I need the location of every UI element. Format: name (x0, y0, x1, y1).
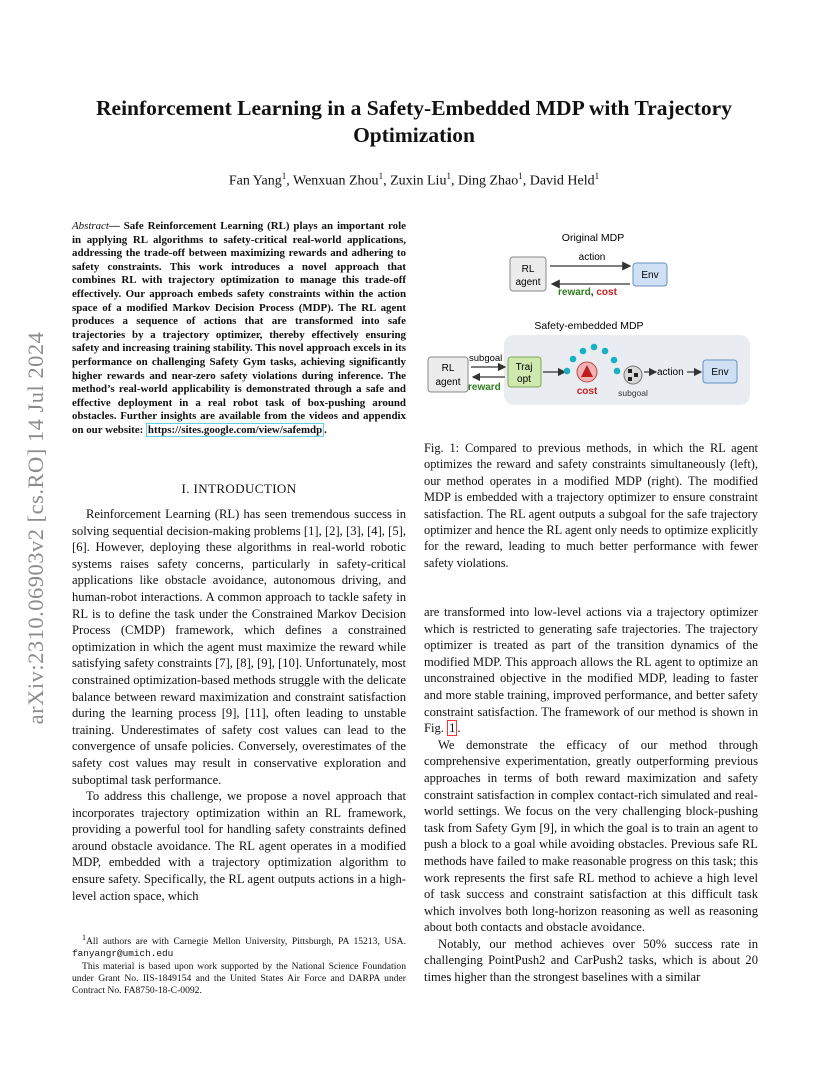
figure-reference-link[interactable]: 1 (449, 721, 456, 736)
figure-caption: Fig. 1: Compared to previous methods, in which the RL agent optimizes the reward and safety constraints simultaneously (left), our method operates in a modified MDP (right). The modified MDP is embedded with a trajectory optimizer to ensure constraint satisfaction. The RL agent outputs a subgoal for the safe trajectory optimizer and hence the RL agent only needs to optimize explicitly for the reward, leading to much better performance with fewer safety violations. (424, 441, 758, 570)
original-mdp-title: Original MDP (561, 232, 625, 244)
paragraph: are transformed into low-level actions via a trajectory optimizer which is restricted to generating safe trajectories. The trajectory optimizer is treated as part of the transition dynamics of the modified MDP. This approach allows the RL agent to optimize an unconstrained objective in the modified MDP, leading to faster and more stable training, improved performance, and better safety constraint satisfaction. The framework of our method is shown in Fig. 1 . (424, 605, 758, 736)
svg-text:reward, cost: reward, cost (558, 287, 617, 298)
safety-mdp-title: Safety-embedded MDP (534, 320, 644, 332)
abstract-label: Abstract (72, 220, 109, 232)
paragraph: Notably, our method achieves over 50% success rate in challenging PointPush2 and CarPush2 tasks, which is about 20 times higher than the strongest baselines with a similar (424, 936, 758, 985)
arxiv-stamp (23, 298, 48, 758)
svg-text:agent: agent (515, 277, 541, 288)
action-label-2: action (657, 367, 684, 378)
footnote: $^1$All authors are with Carnegie Mellon University, Pittsburgh, PA 15213, USA. fanyangr@umich.edu This material is based upon work supported by the National Science Foundation under Grant No. IIS-1849154 and the United States Air Force and DARPA under Contract No. FA8750-18-C-0092. (72, 933, 406, 996)
svg-text:RL: RL (521, 264, 535, 275)
svg-text:opt: opt (517, 374, 531, 385)
author: Wenxuan Zhou (292, 173, 379, 189)
author: Zuxin Liu (390, 173, 447, 189)
author: Fan Yang (228, 173, 282, 189)
section-heading: I. INTRODUCTION (181, 481, 297, 496)
subgoal-small-label: subgoal (618, 388, 648, 398)
abstract-text: — Safe Reinforcement Learning (RL) plays an important role in applying RL algorithms to safety-critical real-world applications, addressing the trade-off between maximizing rewards and adhering to safety constraints. This work introduces a novel approach that combines RL with trajectory optimization to manage this trade-off effectively. Our approach embeds safety constraints within the action space of a modified Markov Decision Process (MDP). The RL agent produces a sequence of actions that are transformed into safe trajectories by a trajectory optimizer, thereby effectively ensuring safety and increasing training stability. This novel approach excels in its performance on challenging Safety Gym tasks, achieving significantly higher rewards and near-zero safety violations during inference. The method’s real-world applicability is demonstrated through a safe and effective deployment in a real robot task of box-pushing around obstacles. Further insights are available from the videos and appendix on our website: (72, 220, 406, 436)
paragraph: Reinforcement Learning (RL) has seen tremendous success in solving sequential decision-making problems [1], [2], [3], [4], [5], [6]. However, deploying these algorithms in real-world robotic systems raises safety concerns, particularly in safety-critical applications like obstacle avoidance, autonomous driving, and human-robot interactions. A common approach to tackle safety in RL is to define the task under the Constrained Markov Decision Process (CMDP) framework, which defines a constrained optimization in which the agent must maximize the reward while satisfying safety constraints [7], [8], [9], [10]. Unfortunately, most constrained optimization-based methods struggle with the delicate balance between reward maximization and constraint satisfaction during the learning process [9], [11], often leading to unstable training. Underestimates of safety cost values can lead to the convergence of unsafe policies. Conversely, overestimates of the safety cost values may result in conservative exploration and suboptimal task performance. (72, 507, 406, 787)
introduction-body (72, 506, 406, 904)
figure-1 (424, 226, 758, 426)
author: Ding Zhao (457, 173, 519, 189)
author-list: Fan Yang$^1$, Wenxuan Zhou$^1$, Zuxin Liu$^1$, Ding Zhao$^1$, David Held$^1$ (228, 171, 600, 189)
goal-flag-icon (624, 366, 642, 384)
paragraph: To address this challenge, we propose a novel approach that incorporates trajectory optimization within an RL framework, providing a powerful tool for handling safety constraints defined around obstacle avoidance. The RL agent operates in a modified MDP, embedded with a trajectory optimization algorithm to ensure safety. Specifically, the RL agent outputs actions in a high-level action space, which (72, 789, 406, 903)
title-line-2: Optimization (353, 123, 475, 147)
svg-text:Traj: Traj (515, 362, 533, 373)
paper-title (70, 95, 758, 149)
action-label: action (578, 252, 606, 263)
title-line-1: Reinforcement Learning in a Safety-Embedded MDP with Trajectory (96, 96, 732, 120)
paragraph: We demonstrate the efficacy of our method through comprehensive experimentation, greatly outperforming previous approaches in terms of both reward maximization and safety constraint satisfaction in complex contact-rich simulated and real-world settings. We focus on the very challenging block-pushing task from Safety Gym [9], in which the goal is to train an agent to push a block to a goal while avoiding obstacles. Previous safe RL methods have failed to make reasonable progress on this task; this work represents the first safe RL method to achieve a high level of task success and constraint satisfaction at this difficult task which involves both long-horizon reasoning as well as reasoning about both contacts and obstacle avoidance. (424, 737, 758, 935)
subgoal-label: subgoal (469, 353, 503, 364)
website-link[interactable]: https://sites.google.com/view/safemdp (147, 423, 323, 436)
svg-text:Env: Env (641, 270, 659, 281)
right-column-body (424, 604, 758, 986)
arxiv-id: arXiv:2310.06903v2 [cs.RO] 14 Jul 2024 (23, 331, 48, 725)
author-email: fanyangr@umich.edu (72, 948, 174, 960)
svg-text:RL: RL (441, 363, 455, 374)
svg-text:Env: Env (711, 367, 729, 378)
mdp-diagram (424, 226, 758, 426)
abstract: Abstract— Safe Reinforcement Learning (RL) plays an important role in applying RL algorithms to safety-critical real-world applications, addressing the trade-off between maximizing rewards and adhering to safety constraints. This work introduces a novel approach that combines RL with trajectory optimization to manage this trade-off effectively. Our approach embeds safety constraints within the action space of a modified Markov Decision Process (MDP). The RL agent produces a sequence of actions that are transformed into safe trajectories by a trajectory optimizer, thereby effectively ensuring safety and increasing training stability. This novel approach excels in its performance on challenging Safety Gym tasks, achieving significantly higher rewards and near-zero safety violations during inference. The method’s real-world applicability is demonstrated through a safe and effective deployment in a real robot task of box-pushing around obstacles. Further insights are available from the videos and appendix on our website: https://sites.google.com/view/safemdp . (72, 220, 406, 436)
cost-label: cost (576, 386, 598, 397)
funding-note: This material is based upon work supported by the National Science Foundation under Grant No. IIS-1849154 and the United States Air Force and DARPA under Contract No. FA8750-18-C-0092. (72, 960, 406, 996)
reward-label: reward (468, 382, 501, 393)
svg-text:agent: agent (435, 377, 461, 388)
author: David Held (529, 173, 595, 189)
